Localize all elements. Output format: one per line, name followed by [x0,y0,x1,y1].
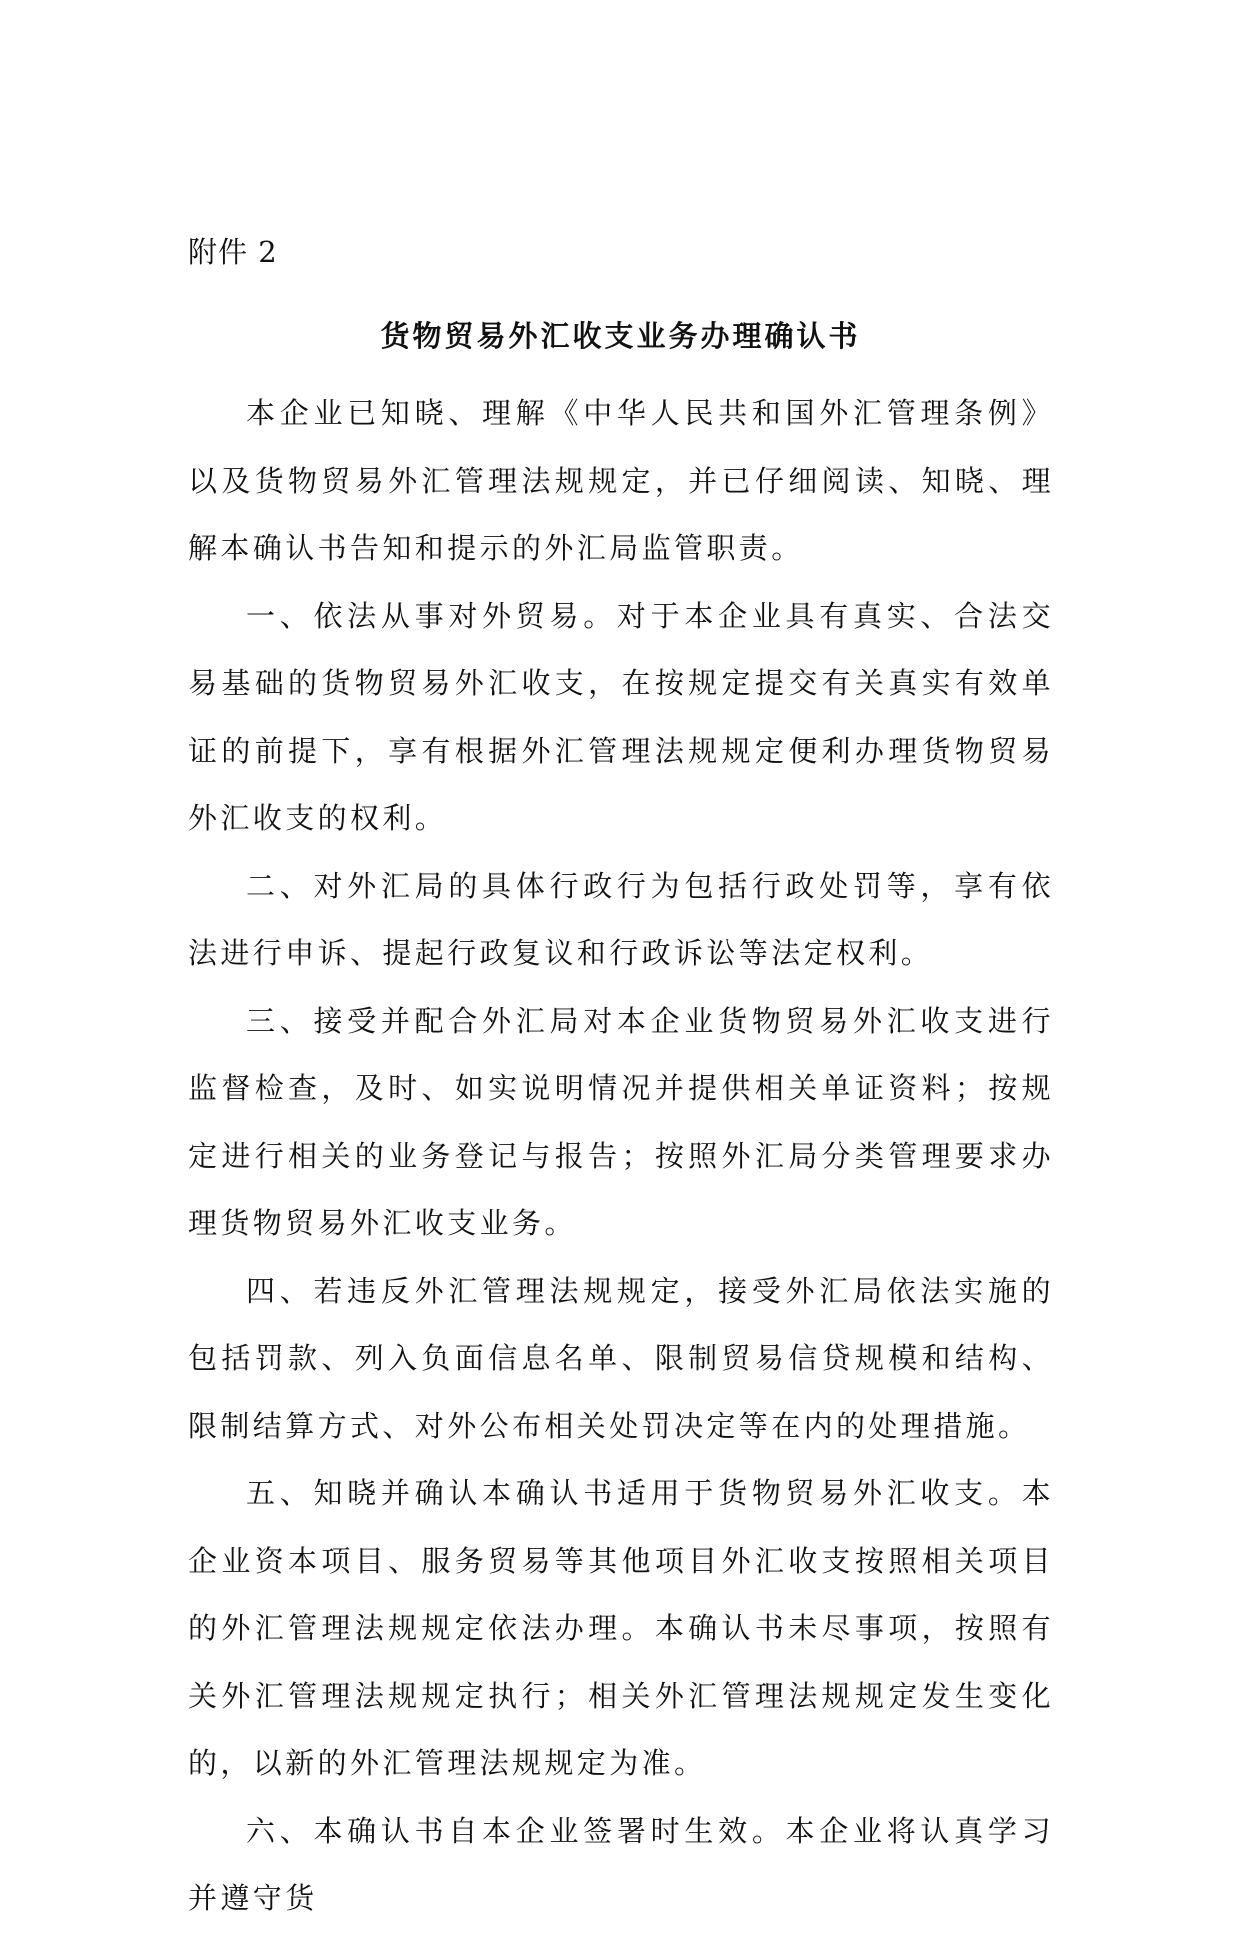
paragraph-clause-1: 一、依法从事对外贸易。对于本企业具有真实、合法交易基础的货物贸易外汇收支，在按规定提交有关真实有效单证的前提下，享有根据外汇管理法规规定便利办理货物贸易外汇收支的权利。 [188,598,1054,835]
attachment-label: 附件 2 [188,235,278,269]
paragraph-intro: 本企业已知晓、理解《中华人民共和国外汇管理条例》以及货物贸易外汇管理法规规定，并已仔细阅读、知晓、理解本确认书告知和提示的外汇局监管职责。 [188,396,1054,565]
paragraph-clause-2: 二、对外汇局的具体行政行为包括行政处罚等，享有依法进行申诉、提起行政复议和行政诉讼等法定权利。 [188,868,1054,970]
paragraph-clause-3: 三、接受并配合外汇局对本企业货物贸易外汇收支进行监督检查，及时、如实说明情况并提供相关单证资料；按规定进行相关的业务登记与报告；按照外汇局分类管理要求办理货物贸易外汇收支业务。 [188,1003,1054,1240]
paragraph-clause-6: 六、本确认书自本企业签署时生效。本企业将认真学习并遵守货 [188,1813,1054,1915]
document-body [188,380,1054,1933]
paragraph-clause-4: 四、若违反外汇管理法规规定，接受外汇局依法实施的包括罚款、列入负面信息名单、限制贸易信贷规模和结构、限制结算方式、对外公布相关处罚决定等在内的处理措施。 [188,1273,1054,1443]
document-title: 货物贸易外汇收支业务办理确认书 [380,319,861,353]
paragraph-clause-5: 五、知晓并确认本确认书适用于货物贸易外汇收支。本企业资本项目、服务贸易等其他项目外汇收支按照相关项目的外汇管理法规规定依法办理。本确认书未尽事项，按照有关外汇管理法规规定执行；相关外汇管理法规规定发生变化的，以新的外汇管理法规规定为准。 [188,1476,1054,1780]
